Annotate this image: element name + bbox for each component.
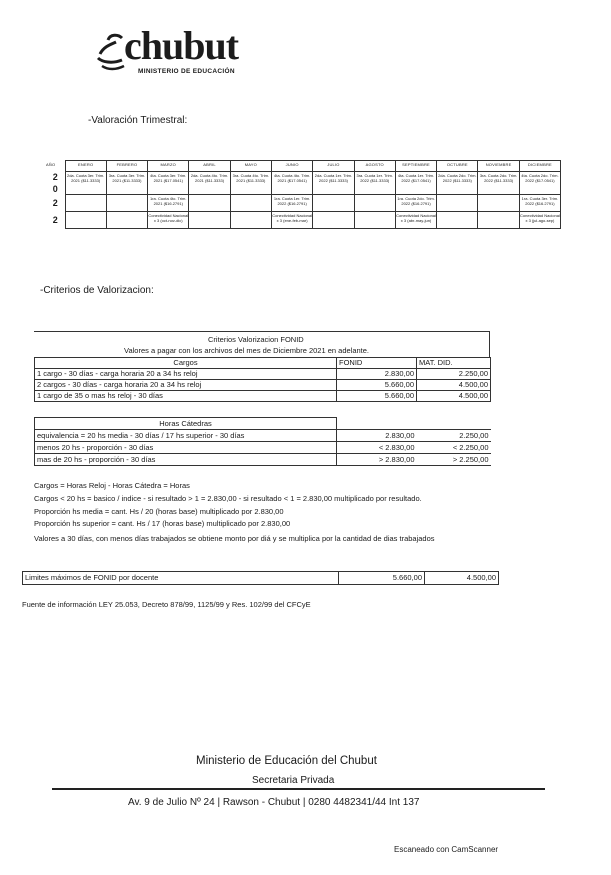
- table-row: [35, 454, 491, 466]
- table-cell: 2da. Cuota 4to. Trim. 2021 ($11.3333): [189, 172, 230, 195]
- limits-table: [22, 571, 499, 585]
- table-cell: 1ra. Cuota 3er. Trim. 2022 ($16.2791): [519, 195, 560, 212]
- year-digit: 2: [52, 214, 58, 225]
- table-cell: [106, 212, 147, 229]
- month-header: ENERO: [65, 161, 106, 172]
- table-cell: Conectividad Nacional x 3 (ene-feb-mar): [271, 212, 312, 229]
- table-cell: [313, 195, 354, 212]
- logo-subtitle: MINISTERIO DE EDUCACIÓN: [138, 68, 235, 75]
- table-row: [35, 369, 491, 380]
- table-cell: [313, 212, 354, 229]
- table-cell: Conectividad Nacional x 3 (abr-may-jun): [395, 212, 436, 229]
- cargos-header-row: [35, 358, 491, 369]
- fonid-value: < 2.830,00: [337, 442, 417, 454]
- table-cell: [106, 195, 147, 212]
- table-row: [35, 430, 491, 442]
- mat-value: 4.500,00: [425, 572, 499, 585]
- table-cell: Conectividad Nacional x 3 (jul-ago-sep): [519, 212, 560, 229]
- month-header: FEBRERO: [106, 161, 147, 172]
- footer-divider: [52, 788, 545, 790]
- month-header: NOVIEMBRE: [478, 161, 519, 172]
- month-header: JULIO: [313, 161, 354, 172]
- table-row: [46, 172, 561, 195]
- table-cell: [230, 212, 271, 229]
- table-cell: 1ra. Cuota 4to. Trim. 2021 ($16.2791): [148, 195, 189, 212]
- table-cell: 2da. Cuota 2do. Trim. 2022 ($11.3333): [437, 172, 478, 195]
- horas-header: Horas Cátedras: [35, 418, 337, 430]
- table-cell: [354, 195, 395, 212]
- table-cell: [437, 212, 478, 229]
- note-paragraph: Valores a 30 días, con menos días trabajados se obtiene monto por diá y se multiplica por la cantidad de dias trabajados: [34, 534, 435, 543]
- fonid-value: > 2.830,00: [337, 454, 417, 466]
- year-header: AÑO: [46, 161, 56, 167]
- horas-label: menos 20 hs - proporción - 30 días: [35, 442, 337, 454]
- cargo-label: 1 cargo - 30 días - carga horaria 20 a 34 hs reloj: [35, 369, 337, 380]
- fonid-frame-right: [489, 331, 490, 357]
- month-header: DICIEMBRE: [519, 161, 560, 172]
- year-digit-0: 0: [52, 183, 58, 194]
- fonid-value: 5.660,00: [337, 380, 417, 391]
- table-cell: 3ra. Cuota 2do. Trim. 2022 ($11.3333): [478, 172, 519, 195]
- table-cell: Conectividad Nacional x 3 (oct-nov-dic): [148, 212, 189, 229]
- criterios-title: -Criterios de Valorizacion:: [40, 285, 154, 296]
- fonid-header: FONID: [337, 358, 417, 369]
- month-header: MARZO: [148, 161, 189, 172]
- logo-wordmark: chubut: [124, 23, 239, 68]
- table-cell: 4ta. Cuota 1er. Trim. 2022 ($17.0541): [395, 172, 436, 195]
- table-cell: 3ra. Cuota 3er. Trim. 2021 ($11.3333): [106, 172, 147, 195]
- year-digit: [46, 172, 65, 195]
- cargos-table: [34, 357, 491, 402]
- fonid-frame-top: [34, 331, 490, 332]
- cargos-header: Cargos: [35, 358, 337, 369]
- horas-label: equivalencia = 20 hs media - 30 días / 17 hs superior - 30 días: [35, 430, 337, 442]
- fonid-value: 5.660,00: [339, 572, 425, 585]
- chubut-logo: [92, 23, 262, 84]
- mat-value: < 2.250,00: [417, 442, 491, 454]
- horas-table: [34, 417, 491, 466]
- month-header: SEPTIEMBRE: [395, 161, 436, 172]
- cargo-label: 2 cargos - 30 días - carga horaria 20 a 34 hs reloj: [35, 380, 337, 391]
- note-line: Cargos = Horas Reloj - Horas Cátedra = Horas: [34, 481, 190, 490]
- table-row: [35, 442, 491, 454]
- horas-label: mas de 20 hs - proporción - 30 días: [35, 454, 337, 466]
- limits-label: Limites máximos de FONID por docente: [23, 572, 339, 585]
- table-cell: [478, 212, 519, 229]
- table-cell: 4ta. Cuota 4to. Trim. 2021 ($17.0541): [271, 172, 312, 195]
- table-row: [35, 391, 491, 402]
- table-cell: [189, 195, 230, 212]
- footer-address: Av. 9 de Julio Nº 24 | Rawson - Chubut | 0280 4482341/44 Int 137: [128, 797, 420, 808]
- note-line: Proporción hs media = cant. Hs / 20 (horas base) multiplicado por 2.830,00: [34, 507, 284, 516]
- mat-value: 4.500,00: [417, 391, 491, 402]
- table-cell: 2da. Cuota 1er. Trim. 2022 ($11.3333): [313, 172, 354, 195]
- year-digit: 2: [52, 197, 58, 208]
- table-cell: 1ra. Cuota 2do. Trim. 2022 ($16.2791): [395, 195, 436, 212]
- year-digit-2: 2: [52, 171, 58, 182]
- note-line: Cargos < 20 hs = basico / indice - si resultado > 1 = 2.830,00 - si resultado < 1 = 2.830,00 multiplicado por resultado.: [34, 494, 422, 503]
- month-header: ABRIL: [189, 161, 230, 172]
- fonid-value: 2.830,00: [337, 430, 417, 442]
- month-header: OCTUBRE: [437, 161, 478, 172]
- valoracion-header-row: [46, 161, 561, 172]
- table-cell: 4ta. Cuota 3er. Trim. 2021 ($17.0541): [148, 172, 189, 195]
- month-header: AGOSTO: [354, 161, 395, 172]
- table-row: [46, 195, 561, 212]
- table-cell: [354, 212, 395, 229]
- month-header: MAYO: [230, 161, 271, 172]
- table-cell: [65, 195, 106, 212]
- table-cell: 2da. Cuota 3er. Trim. 2021 ($11.3333): [65, 172, 106, 195]
- table-cell: [189, 212, 230, 229]
- table-cell: 3ra. Cuota 4to. Trim. 2021 ($11.3333): [230, 172, 271, 195]
- fonid-value: 2.830,00: [337, 369, 417, 380]
- month-header: JUNIO: [271, 161, 312, 172]
- footer-secretaria: Secretaria Privada: [252, 775, 335, 786]
- table-cell: [478, 195, 519, 212]
- valoracion-table: [46, 160, 561, 229]
- fuente-text: Fuente de información LEY 25.053, Decreto 878/99, 1125/99 y Res. 102/99 del CFCyE: [22, 600, 311, 609]
- table-cell: [65, 212, 106, 229]
- mat-value: 2.250,00: [417, 369, 491, 380]
- scanner-watermark: Escaneado con CamScanner: [394, 845, 499, 854]
- table-row: [46, 212, 561, 229]
- cargo-label: 1 cargo de 35 o mas hs reloj - 30 días: [35, 391, 337, 402]
- table-cell: 1ra. Cuota 1er. Trim. 2022 ($16.2791): [271, 195, 312, 212]
- mat-value: 2.250,00: [417, 430, 491, 442]
- mat-did-header: MAT. DID.: [417, 358, 491, 369]
- fonid-box-subtitle: Valores a pagar con los archivos del mes de Diciembre 2021 en adelante.: [124, 346, 370, 355]
- table-cell: [230, 195, 271, 212]
- mat-value: 4.500,00: [417, 380, 491, 391]
- note-line: Proporción hs superior = cant. Hs / 17 (horas base) multiplicado por 2.830,00: [34, 519, 291, 528]
- table-row: [23, 572, 499, 585]
- mat-value: > 2.250,00: [417, 454, 491, 466]
- horas-header-row: [35, 418, 491, 430]
- table-row: [35, 380, 491, 391]
- fonid-value: 5.660,00: [337, 391, 417, 402]
- valoracion-title: -Valoración Trimestral:: [88, 115, 188, 126]
- table-cell: 3ra. Cuota 1er. Trim. 2022 ($11.3333): [354, 172, 395, 195]
- fonid-box-title: Criterios Valorizacion FONID: [208, 335, 304, 344]
- table-cell: 4ta. Cuota 2do. Trim. 2022 ($17.0541): [519, 172, 560, 195]
- table-cell: [437, 195, 478, 212]
- footer-ministry: Ministerio de Educación del Chubut: [196, 755, 377, 767]
